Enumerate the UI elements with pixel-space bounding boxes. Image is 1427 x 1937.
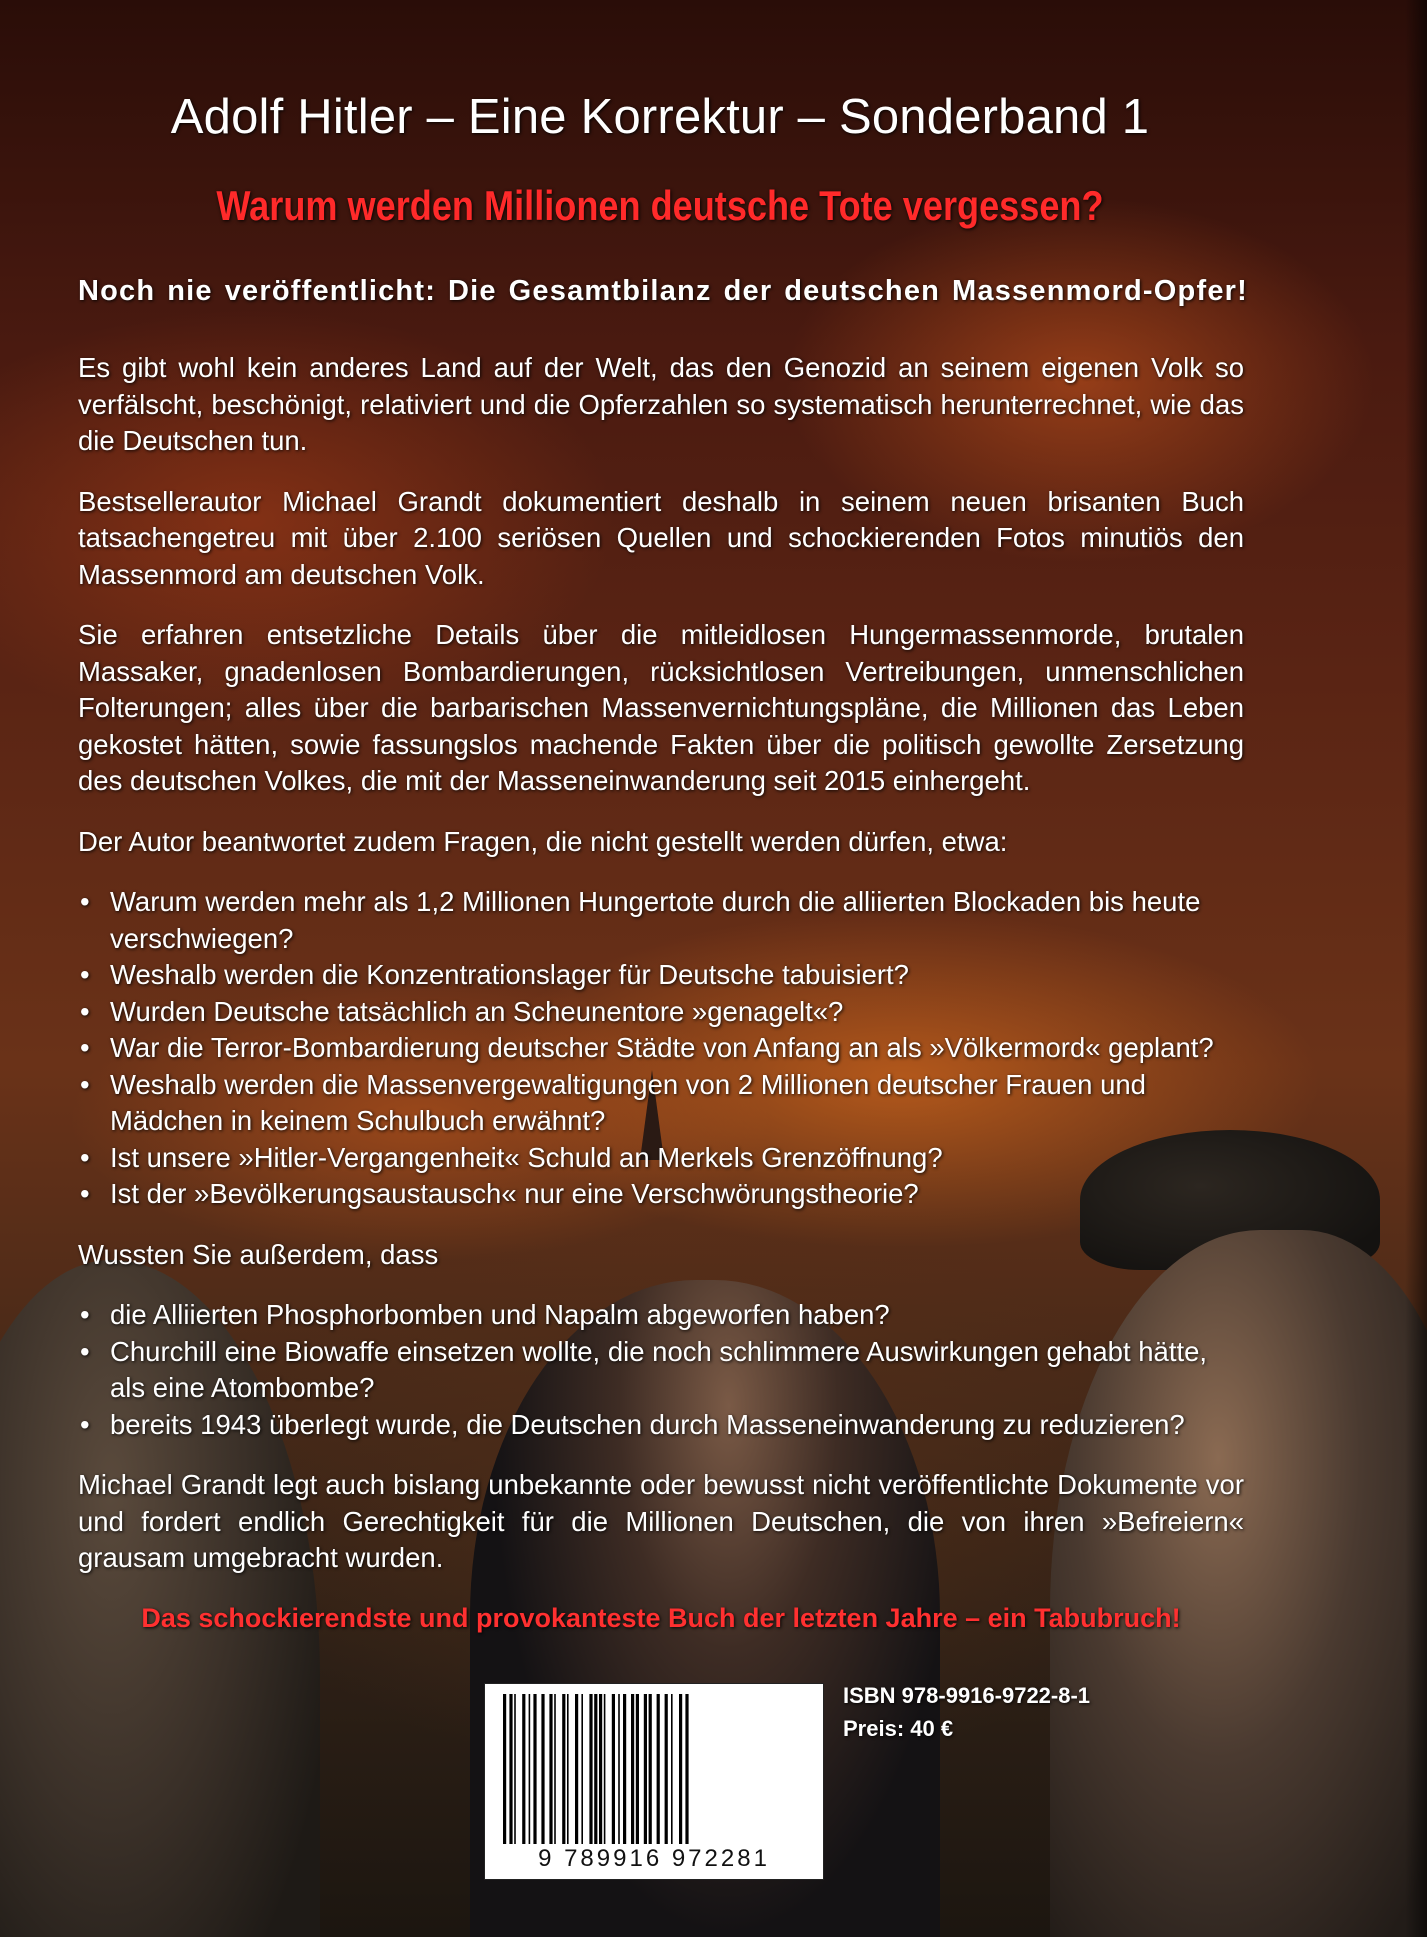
paragraph-2: Bestsellerautor Michael Grandt dokumentiert deshalb in seinem neuen brisanten Buch tatsachengetreu mit über 2.100 seriösen Quellen und schockierenden Fotos minutiös den Massenmord am deutschen Volk.: [78, 485, 1244, 590]
barcode-bar: [562, 1694, 565, 1844]
list-item: • Weshalb werden die Massenvergewaltigungen von 2 Millionen deutscher Frauen und Mädchen in keinem Schulbuch erwähnt?: [80, 1068, 1146, 1136]
barcode-bar: [657, 1694, 660, 1844]
bullet-icon: •: [80, 1178, 90, 1209]
bullet-icon: •: [80, 959, 90, 990]
barcode-bar: [623, 1694, 626, 1844]
closing-tagline: Das schockierendste und provokanteste Buch der letzten Jahre – ein Tabubruch!: [141, 1603, 1181, 1633]
questions-intro: Der Autor beantwortet zudem Fragen, die nicht gestellt werden dürfen, etwa:: [78, 825, 1008, 857]
bullet-icon: •: [80, 1068, 90, 1100]
barcode-bar: [509, 1694, 512, 1844]
isbn-number: ISBN 978-9916-9722-8-1: [843, 1683, 1091, 1708]
bullet-icon: •: [80, 1141, 90, 1173]
barcode-bar: [649, 1694, 652, 1844]
list-item: • War die Terror-Bombardierung deutscher Städte von Anfang an als »Völkermord« geplant?: [78, 1030, 1244, 1067]
barcode-bar: [594, 1694, 597, 1844]
isbn-barcode: [484, 1683, 824, 1880]
barcode-bar: [581, 1694, 583, 1844]
list-item: • die Alliierten Phosphorbomben und Napalm abgeworfen haben?: [78, 1297, 1244, 1334]
list-item: • Ist unsere »Hitler-Vergangenheit« Schuld an Merkels Grenzöffnung?: [78, 1140, 1244, 1177]
spine-shadow: [1405, 0, 1427, 1937]
barcode-bar: [631, 1694, 634, 1844]
barcode-bar: [618, 1694, 620, 1844]
barcode-bar: [549, 1694, 552, 1844]
barcode-bar: [665, 1694, 668, 1844]
barcode-bar: [522, 1694, 525, 1844]
barcode-bar: [679, 1694, 682, 1844]
barcode-bar: [644, 1694, 647, 1844]
bullet-icon: •: [80, 1335, 90, 1367]
barcode-bar: [529, 1694, 531, 1844]
bullet-icon: •: [80, 1408, 90, 1440]
book-title: Adolf Hitler – Eine Korrektur – Sonderband 1: [170, 90, 1150, 144]
book-subtitle: Warum werden Millionen deutsche Tote vergessen?: [216, 182, 1104, 229]
questions-list: [78, 884, 1244, 1213]
barcode-bar: [599, 1694, 602, 1844]
price: Preis: 40 €: [843, 1716, 954, 1741]
barcode-bar: [514, 1694, 516, 1844]
barcode-bar: [589, 1694, 592, 1844]
barcode-bar: [567, 1694, 569, 1844]
list-item: • Warum werden mehr als 1,2 Millionen Hungertote durch die alliierten Blockaden bis heute verschwiegen?: [80, 886, 1201, 954]
barcode-bar: [612, 1694, 615, 1844]
barcode-bar: [636, 1694, 639, 1844]
barcode-bar: [671, 1694, 673, 1844]
final-paragraph: Michael Grandt legt auch bislang unbekannte oder bewusst nicht veröffentlichte Dokumente vor und fordert endlich Gerechtigkeit für die Millionen Deutschen, die von ihren »Befreiern« grausam umgebracht wurden.: [78, 1469, 1244, 1573]
list-item: • Weshalb werden die Konzentrationslager für Deutsche tabuisiert?: [78, 957, 1244, 994]
list-item: • Wurden Deutsche tatsächlich an Scheunentore »genagelt«?: [78, 994, 1244, 1031]
bullet-icon: •: [80, 1032, 90, 1063]
facts-intro: Wussten Sie außerdem, dass: [78, 1238, 439, 1270]
list-item: • Churchill eine Biowaffe einsetzen wollte, die noch schlimmere Auswirkungen gehabt hätte, als eine Atombombe?: [80, 1335, 1208, 1403]
barcode-bar: [533, 1694, 536, 1844]
barcode-bar: [541, 1694, 544, 1844]
barcode-bar: [503, 1694, 506, 1844]
barcode-bar: [554, 1694, 556, 1844]
barcode-bar: [685, 1694, 688, 1844]
bullet-icon: •: [80, 886, 90, 917]
bullet-icon: •: [80, 1299, 90, 1330]
paragraph-3: Sie erfahren entsetzliche Details über die mitleidlosen Hungermassenmorde, brutalen Massaker, gnadenlosen Bombardierungen, rücksichtlosen Vertreibungen, unmenschlichen Folterungen; alles über die barbarischen Massenvernichtungspläne, die Millionen das Leben gekostet hätten, sowie fassungslos machende Fakten über die politisch gewollte Zersetzung des deutschen Volkes, die mit der Masseneinwanderung seit 2015 einhergeht.: [78, 619, 1244, 796]
barcode-bar: [575, 1694, 578, 1844]
bullet-icon: •: [80, 995, 90, 1027]
paragraph-1: Es gibt wohl kein anderes Land auf der Welt, das den Genozid an seinem eigenen Volk so verfälscht, beschönigt, relativiert und die Opferzahlen so systematisch herunterrechnet, wie das die Deutschen tun.: [78, 352, 1244, 456]
list-item: • bereits 1943 überlegt wurde, die Deutschen durch Masseneinwanderung zu reduzieren?: [78, 1407, 1244, 1444]
barcode-digits: 9 789916 972281: [538, 1845, 770, 1872]
barcode-bar: [604, 1694, 606, 1844]
blurb-body: [78, 350, 1244, 1601]
headline: Noch nie veröffentlicht: Die Gesamtbilanz der deutschen Massenmord-Opfer!: [78, 275, 1248, 307]
list-item: • Ist der »Bevölkerungsaustausch« nur eine Verschwörungstheorie?: [78, 1176, 1244, 1213]
barcode-bars: [499, 1694, 809, 1844]
facts-list: [78, 1297, 1244, 1443]
